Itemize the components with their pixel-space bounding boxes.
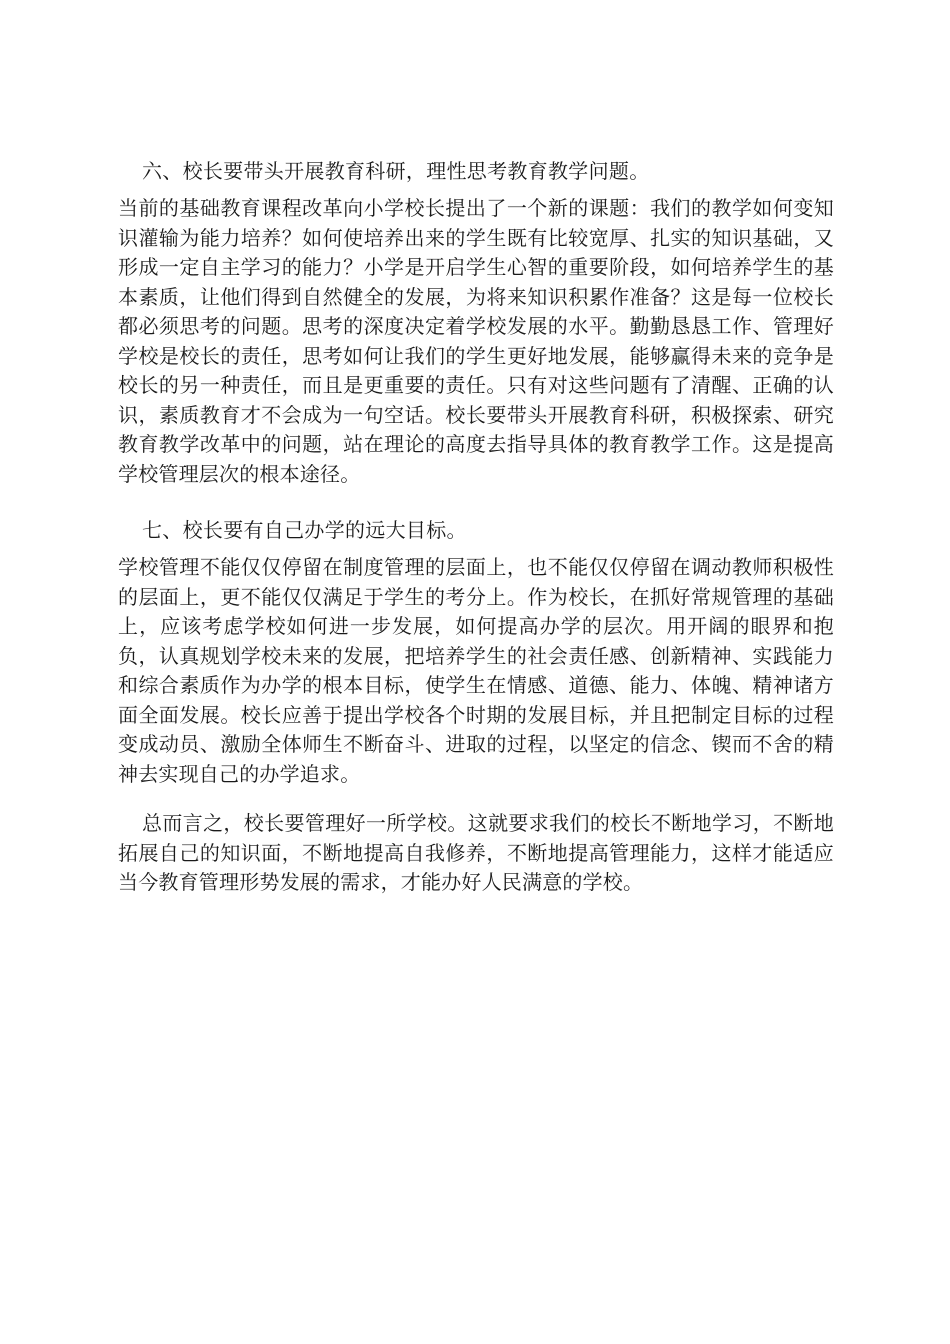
document-page — [118, 150, 834, 898]
section-six-heading: 六、校长要带头开展教育科研，理性思考教育教学问题。 — [142, 159, 650, 183]
spacer — [118, 489, 834, 509]
section-seven-body: 学校管理不能仅仅停留在制度管理的层面上，也不能仅仅停留在调动教师积极性的层面上，更不能仅仅满足于学生的考分上。作为校长，在抓好常规管理的基础上，应该考虑学校如何进一步发展，如何提高办学的层次。用开阔的眼界和抱负，认真规划学校未来的发展，把培养学生的社会责任感、创新精神、实践能力和综合素质作为办学的根本目标，使学生在情感、道德、能力、体魄、精神诸方面全面发展。校长应善于提出学校各个时期的发展目标，并且把制定目标的过程变成动员、激励全体师生不断奋斗、进取的过程，以坚定的信念、锲而不舍的精神去实现自己的办学追求。 — [118, 555, 834, 786]
section-seven-heading: 七、校长要有自己办学的远大目标。 — [142, 518, 467, 542]
section-six-body: 当前的基础教育课程改革向小学校长提出了一个新的课题：我们的教学如何变知识灌输为能力培养？如何使培养出来的学生既有比较宽厚、扎实的知识基础，又形成一定自主学习的能力？小学是开启学生心智的重要阶段，如何培养学生的基本素质，让他们得到自然健全的发展，为将来知识积累作准备？这是每一位校长都必须思考的问题。思考的深度决定着学校发展的水平。勤勤恳恳工作、管理好学校是校长的责任，思考如何让我们的学生更好地发展，能够赢得未来的竞争是校长的另一种责任，而且是更重要的责任。只有对这些问题有了清醒、正确的认识，素质教育才不会成为一句空话。校长要带头开展教育科研，积极探索、研究教育教学改革中的问题，站在理论的高度去指导具体的教育教学工作。这是提高学校管理层次的根本途径。 — [118, 196, 834, 486]
conclusion-paragraph: 总而言之，校长要管理好一所学校。这就要求我们的校长不断地学习，不断地拓展自己的知识面，不断地提高自我修养，不断地提高管理能力，这样才能适应当今教育管理形势发展的需求，才能办好人民满意的学校。 — [118, 811, 834, 894]
spacer — [118, 789, 834, 809]
